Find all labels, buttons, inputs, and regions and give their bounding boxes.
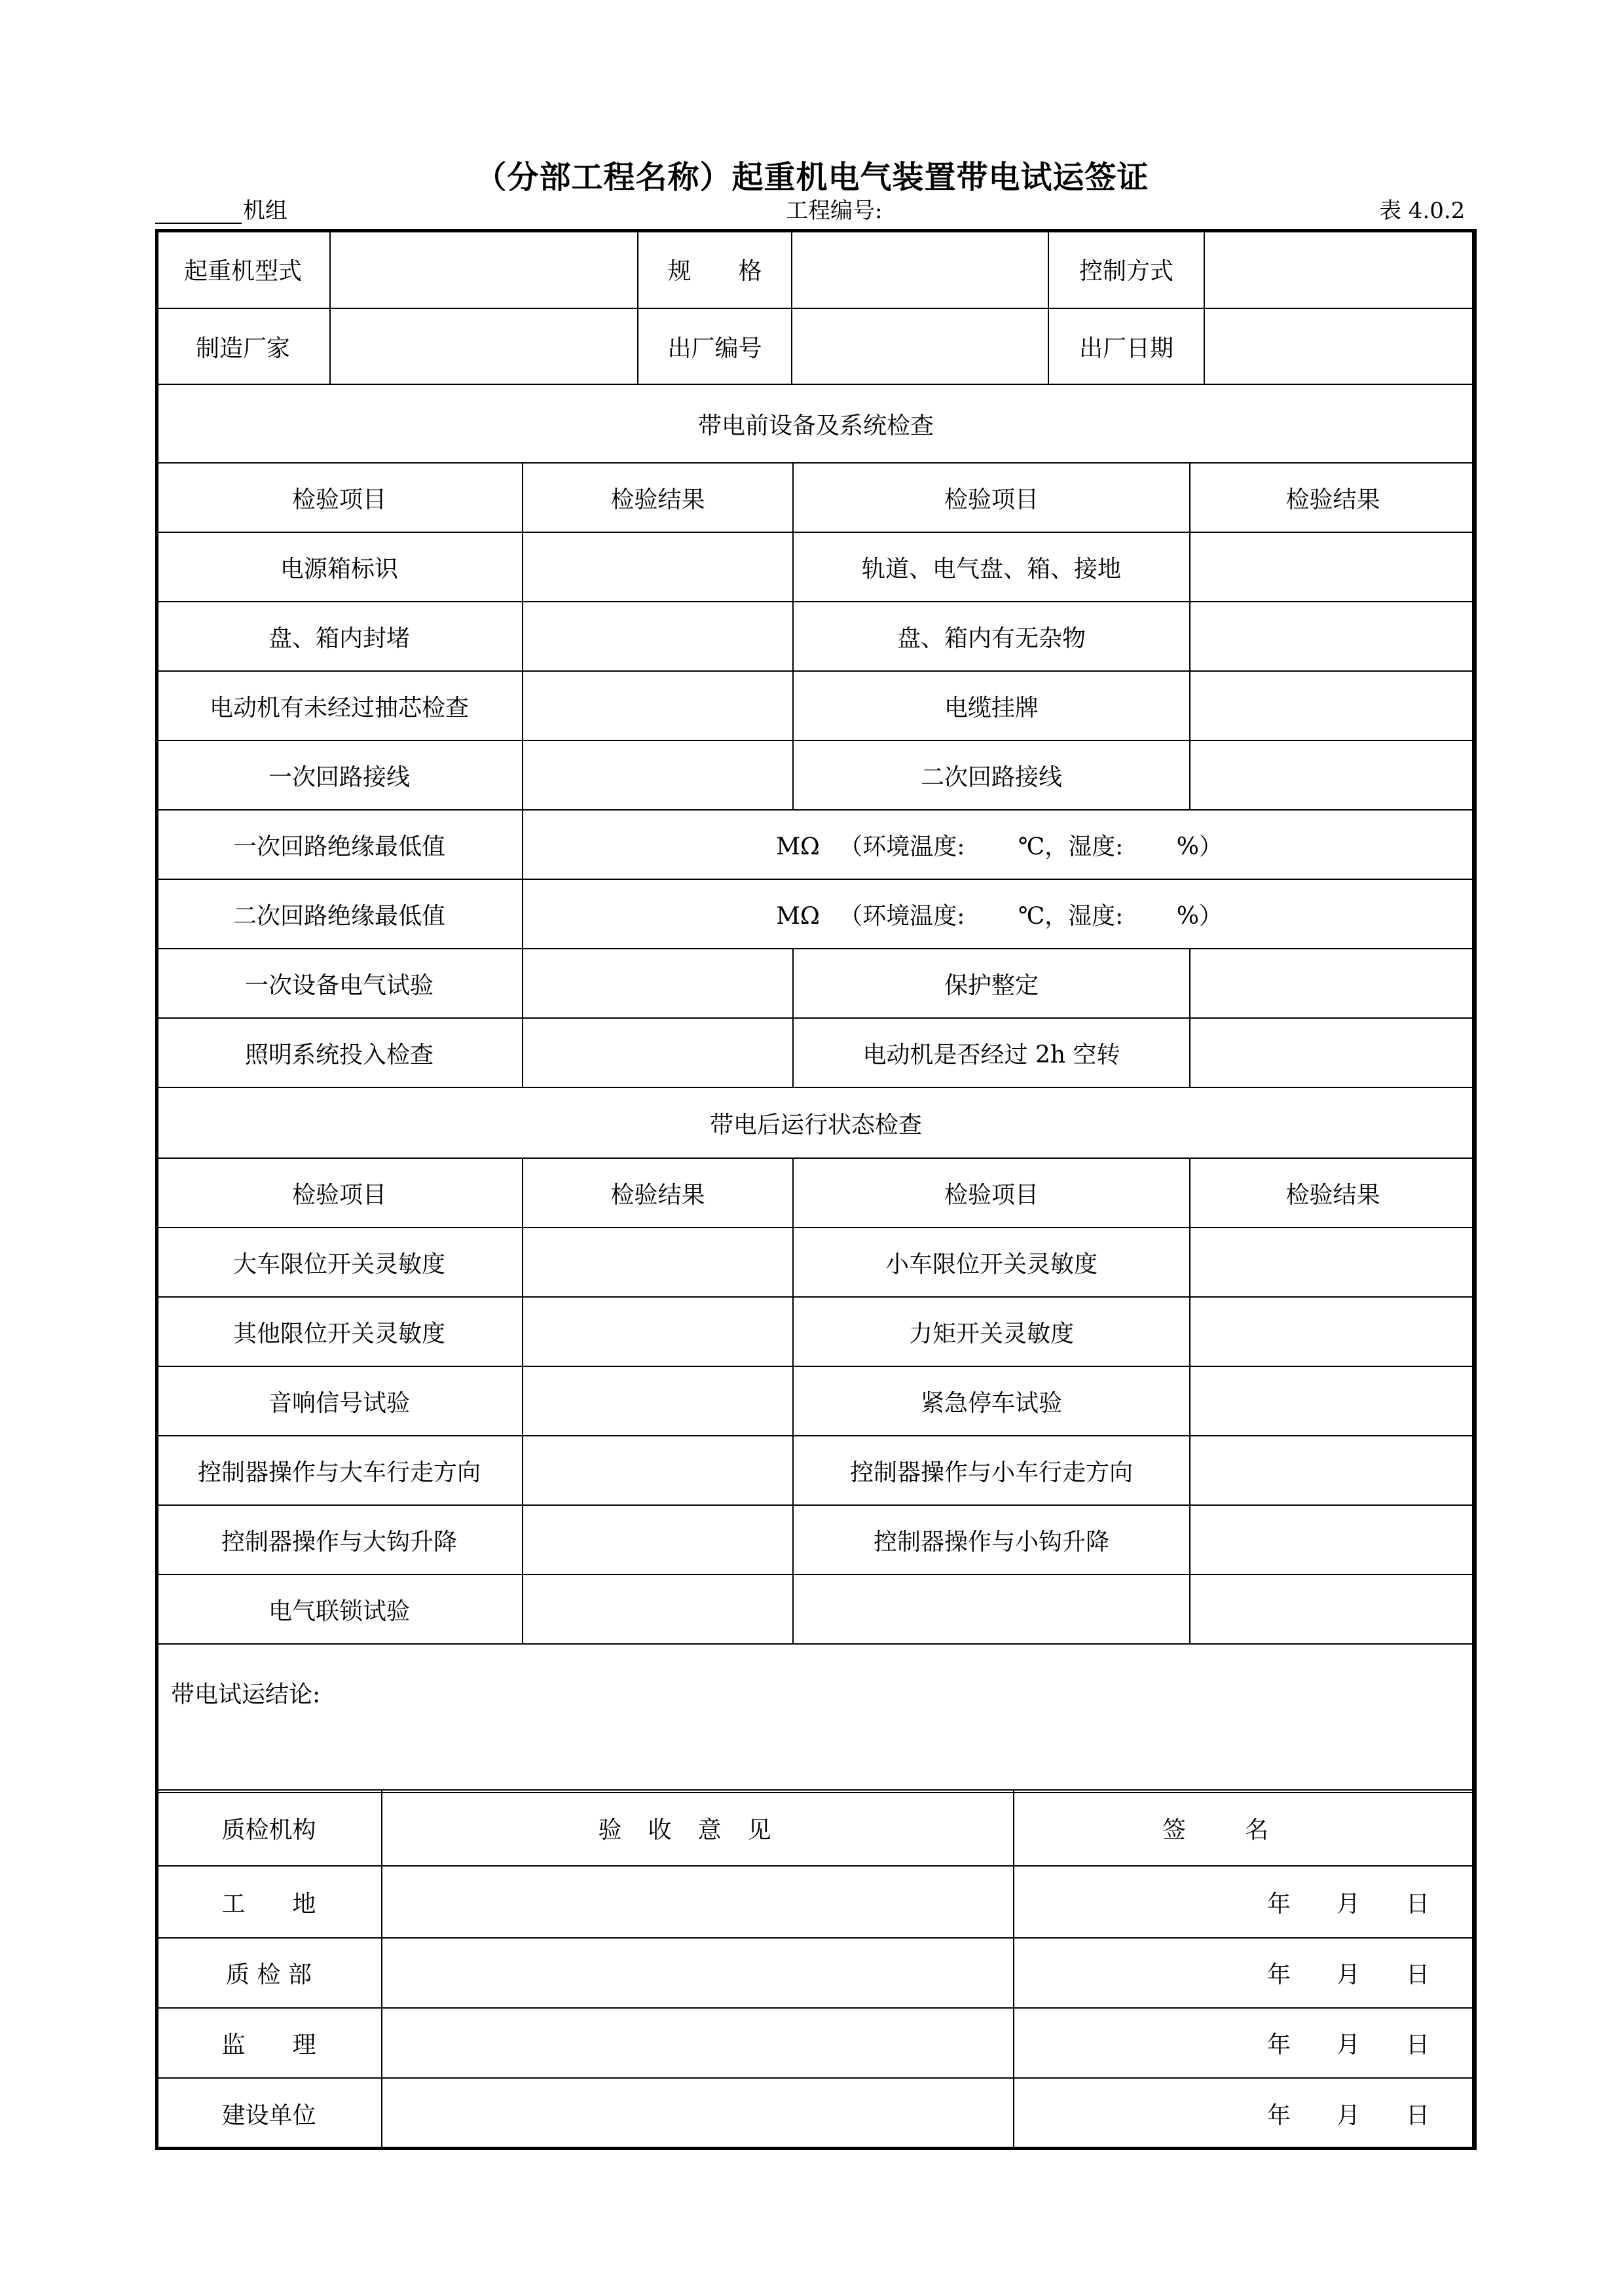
check-result[interactable]: [1190, 1018, 1476, 1087]
check-result[interactable]: [1190, 1366, 1476, 1436]
date-month: 月: [1336, 1890, 1360, 1918]
signoff-table: [155, 1789, 1477, 2150]
check-result[interactable]: [523, 1575, 793, 1644]
control-mode-value[interactable]: [1204, 230, 1476, 308]
ambient-temp-label: （环境温度:: [839, 902, 965, 930]
check-result[interactable]: [1190, 1228, 1476, 1297]
check-item: 力矩开关灵敏度: [793, 1297, 1190, 1366]
check-item: 电源箱标识: [156, 532, 523, 602]
check-result[interactable]: [1190, 671, 1476, 740]
check-result[interactable]: [523, 532, 793, 602]
check-result[interactable]: [523, 1366, 793, 1436]
check-result[interactable]: [523, 740, 793, 810]
check-result[interactable]: [1190, 1575, 1476, 1644]
signoff-signature[interactable]: [1014, 2008, 1476, 2078]
insulation-value[interactable]: [523, 810, 1476, 879]
column-header-result: 检验结果: [1190, 463, 1476, 532]
signoff-org: 工 地: [156, 1866, 382, 1938]
unit-suffix: 机组: [243, 198, 287, 224]
check-result[interactable]: [1190, 602, 1476, 671]
column-header-result: 检验结果: [523, 463, 793, 532]
check-item: 紧急停车试验: [793, 1366, 1190, 1436]
check-result[interactable]: [523, 1297, 793, 1366]
serial-no-label: 出厂编号: [638, 308, 792, 384]
column-header-item: 检验项目: [156, 463, 523, 532]
insulation-label: 二次回路绝缘最低值: [156, 879, 523, 949]
page-title: （分部工程名称）起重机电气装置带电试运签证: [475, 159, 1149, 196]
check-item: 控制器操作与大车行走方向: [156, 1436, 523, 1505]
conclusion-label: 带电试运结论:: [171, 1681, 321, 1708]
unit-blank-line[interactable]: [155, 203, 242, 224]
check-item: 大车限位开关灵敏度: [156, 1228, 523, 1297]
check-item: 其他限位开关灵敏度: [156, 1297, 523, 1366]
date-year: 年: [1266, 2032, 1291, 2058]
factory-date-value[interactable]: [1204, 308, 1476, 384]
check-item: 保护整定: [793, 949, 1190, 1018]
column-header-result: 检验结果: [523, 1158, 793, 1228]
signoff-header-opinion: [382, 1790, 1014, 1866]
check-result[interactable]: [1190, 1436, 1476, 1505]
signoff-org: 建设单位: [156, 2078, 382, 2149]
check-item: 小车限位开关灵敏度: [793, 1228, 1190, 1297]
column-header-item: 检验项目: [793, 1158, 1190, 1228]
table-number: 表 4.0.2: [1379, 198, 1466, 224]
check-result[interactable]: [523, 1436, 793, 1505]
check-item: 盘、箱内有无杂物: [793, 602, 1190, 671]
signoff-opinion[interactable]: [382, 1866, 1014, 1938]
date-month: 月: [1336, 1961, 1360, 1988]
manufacturer-value[interactable]: [330, 308, 638, 384]
check-item: 电动机有未经过抽芯检查: [156, 671, 523, 740]
check-item: 二次回路接线: [793, 740, 1190, 810]
date-day: 日: [1405, 1890, 1430, 1918]
date-month: 月: [1336, 2032, 1360, 2058]
signoff-opinion[interactable]: [382, 2008, 1014, 2078]
check-item: 电动机是否经过 2h 空转: [793, 1018, 1190, 1087]
date-year: 年: [1266, 2102, 1291, 2129]
check-result[interactable]: [523, 949, 793, 1018]
serial-no-value[interactable]: [792, 308, 1048, 384]
check-result[interactable]: [523, 602, 793, 671]
signoff-signature[interactable]: [1014, 2078, 1476, 2149]
check-item: 电缆挂牌: [793, 671, 1190, 740]
check-item: 一次设备电气试验: [156, 949, 523, 1018]
factory-date-label: 出厂日期: [1048, 308, 1204, 384]
pre-check-section-title: 带电前设备及系统检查: [156, 384, 1476, 463]
check-item: 一次回路接线: [156, 740, 523, 810]
insulation-value[interactable]: [523, 879, 1476, 949]
check-result[interactable]: [523, 1228, 793, 1297]
column-header-result: 检验结果: [1190, 1158, 1476, 1228]
insulation-unit: MΩ: [776, 902, 820, 930]
date-day: 日: [1405, 2102, 1430, 2129]
control-mode-label: 控制方式: [1048, 230, 1204, 308]
check-result[interactable]: [1190, 1297, 1476, 1366]
crane-type-label: 起重机型式: [156, 230, 330, 308]
temp-unit-humidity-label: ℃，湿度:: [1018, 833, 1124, 860]
equipment-info-table: [155, 229, 1477, 464]
check-result[interactable]: [523, 1018, 793, 1087]
humidity-unit: %）: [1176, 833, 1223, 860]
date-year: 年: [1266, 1890, 1291, 1918]
project-no-label: 工程编号:: [786, 198, 883, 224]
ambient-temp-label: （环境温度:: [839, 833, 965, 860]
check-item: 控制器操作与大钩升降: [156, 1505, 523, 1575]
check-item[interactable]: [793, 1575, 1190, 1644]
signoff-signature[interactable]: [1014, 1866, 1476, 1938]
temp-unit-humidity-label: ℃，湿度:: [1018, 902, 1124, 930]
signoff-org: 监 理: [156, 2008, 382, 2078]
post-check-section-title: 带电后运行状态检查: [156, 1087, 1476, 1158]
date-day: 日: [1405, 2032, 1430, 2058]
signoff-opinion[interactable]: [382, 1938, 1014, 2008]
manufacturer-label: 制造厂家: [156, 308, 330, 384]
humidity-unit: %）: [1176, 902, 1223, 930]
date-month: 月: [1336, 2102, 1360, 2129]
column-header-item: 检验项目: [156, 1158, 523, 1228]
date-year: 年: [1266, 1961, 1291, 1988]
insulation-label: 一次回路绝缘最低值: [156, 810, 523, 879]
signoff-header-org: 质检机构: [156, 1790, 382, 1866]
check-item: 控制器操作与小车行走方向: [793, 1436, 1190, 1505]
check-result[interactable]: [523, 671, 793, 740]
check-result[interactable]: [523, 1505, 793, 1575]
check-item: 电气联锁试验: [156, 1575, 523, 1644]
signoff-opinion[interactable]: [382, 2078, 1014, 2149]
spec-label: 规 格: [638, 230, 792, 308]
column-header-item: 检验项目: [793, 463, 1190, 532]
spec-value[interactable]: [792, 230, 1048, 308]
opinion-header-text: 验收意见: [598, 1816, 798, 1844]
check-item: 盘、箱内封堵: [156, 602, 523, 671]
signoff-header-sign: [1014, 1790, 1476, 1866]
date-day: 日: [1405, 1961, 1430, 1988]
conclusion-field[interactable]: [156, 1644, 1476, 1793]
check-result[interactable]: [1190, 1505, 1476, 1575]
check-result[interactable]: [1190, 740, 1476, 810]
signoff-signature[interactable]: [1014, 1938, 1476, 2008]
inspection-table: [155, 462, 1477, 1793]
check-item: 控制器操作与小钩升降: [793, 1505, 1190, 1575]
crane-type-value[interactable]: [330, 230, 638, 308]
insulation-unit: MΩ: [776, 833, 820, 860]
check-item: 音响信号试验: [156, 1366, 523, 1436]
check-result[interactable]: [1190, 949, 1476, 1018]
check-result[interactable]: [1190, 532, 1476, 602]
unit-label: [155, 198, 287, 224]
signoff-org: 质 检 部: [156, 1938, 382, 2008]
check-item: 轨道、电气盘、箱、接地: [793, 532, 1190, 602]
sign-header-text: 签名: [1162, 1816, 1327, 1844]
check-item: 照明系统投入检查: [156, 1018, 523, 1087]
